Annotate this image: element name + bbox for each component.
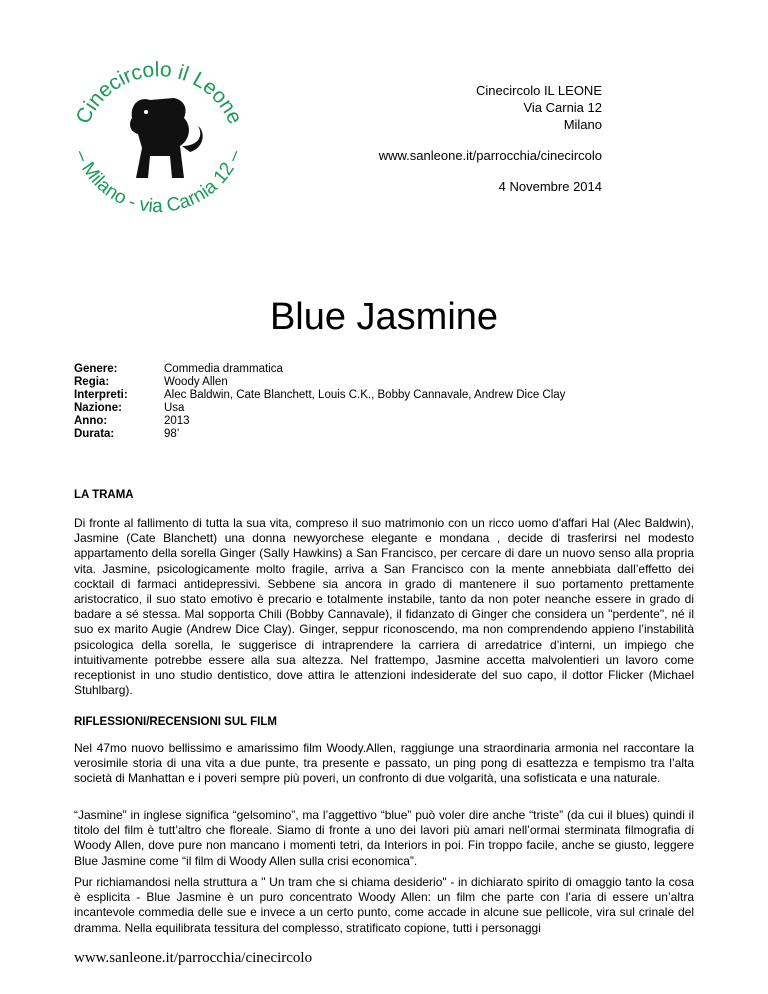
info-row-country: Nazione: Usa [74, 402, 185, 414]
org-name: Cinecircolo IL LEONE [476, 83, 602, 98]
footer-website[interactable]: www.sanleone.it/parrocchia/cinecircolo [74, 950, 313, 966]
info-row-duration: Durata: 98’ [74, 428, 180, 440]
info-row-cast: Interpreti: Alec Baldwin, Cate Blanchett, Louis C.K., Bobby Cannavale, Andrew Dice Clay [74, 389, 566, 401]
trama-heading: LA TRAMA [74, 489, 134, 501]
logo-arc-bottom: – Milano - via Carnia 12 – [70, 146, 246, 218]
address-block [379, 82, 602, 195]
lion-icon [130, 98, 203, 178]
film-info [74, 363, 565, 441]
date: 4 Novembre 2014 [498, 179, 602, 194]
city: Milano [563, 117, 602, 132]
film-title: Blue Jasmine [269, 296, 499, 338]
info-row-year: Anno: 2013 [74, 415, 190, 427]
info-row-director: Regia: Woody Allen [74, 376, 228, 388]
riflessioni-paragraph-3: Pur richiamandosi nella struttura a " Un tram che si chiama desiderio" - in dichiarato spirito di omaggio tanto la cosa è esplicita - Blue Jasmine è un puro concentrato Woody Allen: un film che parte con l’aria di essere un’altra incantevole commedia delle sue e invece a un certo punto, come accade in alcune sue pellicole, vira sul crinale del dramma. Nella equilibrata tessitura del complesso, stratificato copione, tutti i personaggi [74, 875, 694, 935]
website-link[interactable]: www.sanleone.it/parrocchia/cinecircolo [378, 148, 602, 163]
cinecircolo-logo [58, 28, 258, 228]
trama-text: Di fronte al fallimento di tutta la sua vita, compreso il suo matrimonio con un ricco uomo d'affari Hal (Alec Baldwin), Jasmine (Cate Blanchett) una donna newyorchese elegante e mondana , decide di trasferirsi nel modesto appartamento della sorella Ginger (Sally Hawkins) a San Francisco, per cercare di dare un nuovo senso alla propria vita. Jasmine, psicologicamente molto fragile, arriva a San Francisco con la mente annebbiata dall’effetto dei cocktail di farmaci antidepressivi. Sebbene sia ancora in grado di mantenere il suo portamento prettamente aristocratico, il suo stato emotivo è precario e totalmente instabile, tanto da non poter neanche essere in grado di badare a sé stessa. Mal sopporta Chili (Bobby Cannavale), il fidanzato di Ginger che considera un "perdente", né il suo ex marito Augie (Andrew Dice Clay). Ginger, seppur riconoscendo, ma non comprendendo appieno l’instabilità psicologica della sorella, le suggerisce di intraprendere la carriera di arredatrice d’interni, un impiego che intuitivamente potrebbe essere alla sua altezza. Nel frattempo, Jasmine accetta malvolentieri un lavoro come receptionist in uno studio dentistico, dove attira le attenzioni indesiderate del suo capo, il dottor Flicker (Michael Stuhlbarg). [74, 516, 694, 698]
riflessioni-paragraph-1: Nel 47mo nuovo bellissimo e amarissimo film Woody.Allen, raggiunge una straordinaria armonia nel raccontare la verosimile storia di una vita a due punte, tra presente e passato, un ping pong di esattezza e tempismo tra l’alta società di Manhattan e i poveri sempre più poveri, un confronto di due volgarità, una sofisticata e una naturale. [74, 741, 694, 786]
riflessioni-heading: RIFLESSIONI/RECENSIONI SUL FILM [74, 716, 277, 728]
info-row-genre: Genere: Commedia drammatica [74, 363, 283, 375]
riflessioni-paragraph-2: “Jasmine” in inglese significa “gelsomino”, ma l’aggettivo “blue” può voler dire anche “triste” (da cui il blues) quindi il titolo del film è tutt’altro che floreale. Siamo di fronte a uno dei lavori più amari nell’ormai sterminata filmografia di Woody Allen, dove pure non mancano i momenti tetri, da Interiors in poi. Fin troppo facile, anche se giusto, leggere Blue Jasmine come “il film di Woody Allen sulla crisi economica”. [74, 808, 694, 868]
logo-arc-top: Cinecircolo il Leone [71, 58, 247, 128]
street: Via Carnia 12 [523, 100, 602, 115]
